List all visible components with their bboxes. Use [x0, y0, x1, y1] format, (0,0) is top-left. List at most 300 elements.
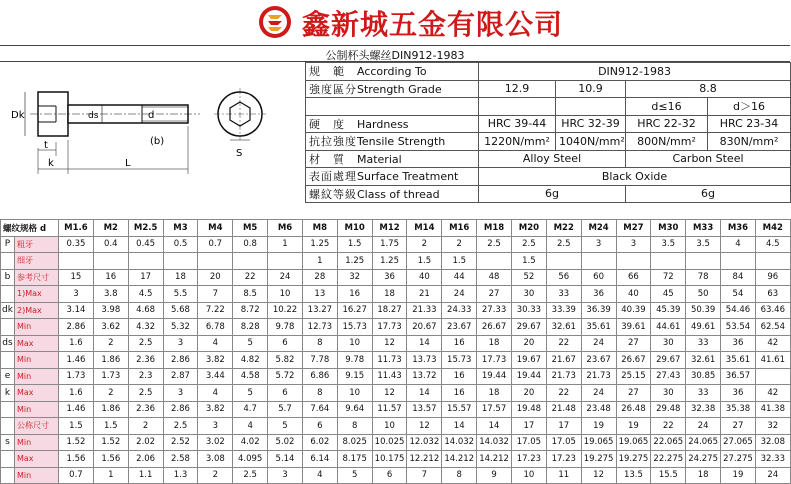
size-header: M42 [755, 220, 790, 237]
dimension-cell: 36 [721, 335, 756, 352]
dimension-cell: 4.32 [128, 319, 163, 336]
dimension-row [1, 401, 791, 418]
dimension-cell: 52 [511, 269, 546, 286]
dimension-cell: 1 [302, 253, 337, 270]
sub-label: 1)Max [15, 286, 59, 303]
dimension-cell: 2.3 [128, 368, 163, 385]
dimension-cell: 24 [686, 418, 721, 435]
dimension-row [1, 368, 791, 385]
dimension-cell: 1.5 [337, 236, 372, 253]
dimension-cell: 1.3 [163, 467, 198, 484]
dimension-cell: 0.7 [59, 467, 94, 484]
dimension-cell: 18 [477, 335, 512, 352]
dimension-cell: 20 [198, 269, 233, 286]
dimension-cell: 44 [442, 269, 477, 286]
dimension-cell: 20 [511, 385, 546, 402]
dimension-cell: 17.73 [477, 352, 512, 369]
dimension-cell: 5 [233, 385, 268, 402]
dimension-cell: 16.27 [337, 302, 372, 319]
group-label: k [1, 385, 15, 402]
dimension-row [1, 253, 791, 270]
dimension-cell: 3 [163, 335, 198, 352]
dimension-cell: 3 [581, 236, 616, 253]
dimension-cell: 7.64 [302, 401, 337, 418]
dimension-cell: 44.61 [651, 319, 686, 336]
size-header: M2 [93, 220, 128, 237]
dimension-cell: 3 [163, 385, 198, 402]
header [0, 0, 790, 44]
group-label [1, 467, 15, 484]
dimension-cell: 41.38 [755, 401, 790, 418]
dimension-cell: 5.32 [163, 319, 198, 336]
size-header: M2.5 [128, 220, 163, 237]
dimension-cell: 14.212 [477, 451, 512, 468]
spec-row-thread: 螺紋等級Class of thread 6g 6g [306, 185, 791, 203]
dimension-cell: 60 [581, 269, 616, 286]
dimension-cell: 1.5 [59, 418, 94, 435]
dimension-cell: 1.25 [337, 253, 372, 270]
dimension-cell: 96 [755, 269, 790, 286]
dimension-cell: 2.36 [128, 352, 163, 369]
dimension-cell: 17.23 [511, 451, 546, 468]
dimension-cell: 19.275 [581, 451, 616, 468]
dimension-cell: 27 [616, 335, 651, 352]
dimension-header-row [1, 220, 791, 237]
spec-row-surface: 表面處理Surface Treatment Black Oxide [306, 168, 791, 186]
dimension-cell: 4 [721, 236, 756, 253]
dimension-cell: 11.43 [372, 368, 407, 385]
dimension-cell: 19.44 [511, 368, 546, 385]
dimension-cell: 19 [721, 467, 756, 484]
dimension-cell [198, 253, 233, 270]
dimension-cell: 6 [372, 467, 407, 484]
dimension-cell: 2.52 [163, 434, 198, 451]
dimension-cell: 2 [407, 236, 442, 253]
dimension-cell: 30 [511, 286, 546, 303]
dimension-cell: 40 [407, 269, 442, 286]
dimension-cell: 1.25 [372, 253, 407, 270]
dimension-cell: 4.5 [128, 286, 163, 303]
dimension-cell: 2.5 [511, 236, 546, 253]
group-label [1, 286, 15, 303]
dimension-cell: 14 [407, 335, 442, 352]
dimension-cell: 4 [198, 335, 233, 352]
dimension-cell: 1.52 [93, 434, 128, 451]
size-header: M6 [268, 220, 303, 237]
dimension-cell: 3.62 [93, 319, 128, 336]
spec-row-tensile: 抗拉強度Tensile Strength 1220N/mm² 1040N/mm² 800N/mm² 830N/mm² [306, 133, 791, 151]
dimension-cell: 18 [163, 269, 198, 286]
size-header: M30 [651, 220, 686, 237]
group-label [1, 401, 15, 418]
dimension-cell: 13.57 [407, 401, 442, 418]
dimension-cell: 4 [198, 385, 233, 402]
dimension-row [1, 236, 791, 253]
dimension-cell: 19.065 [616, 434, 651, 451]
dimension-cell: 11.57 [372, 401, 407, 418]
dimension-cell: 5.82 [268, 352, 303, 369]
dimension-cell: 3.02 [198, 434, 233, 451]
dimension-cell: 5 [233, 335, 268, 352]
spec-table [305, 62, 791, 203]
dimension-cell: 3.08 [198, 451, 233, 468]
dimension-cell: 26.48 [616, 401, 651, 418]
dimension-cell: 8.72 [233, 302, 268, 319]
dimension-cell: 17.57 [477, 401, 512, 418]
group-label: s [1, 434, 15, 451]
dimension-cell: 35.61 [581, 319, 616, 336]
dimension-cell: 7 [407, 467, 442, 484]
size-header: M36 [721, 220, 756, 237]
product-title: 公制杯头螺丝DIN912-1983 [325, 49, 465, 62]
dimension-cell: 1.73 [93, 368, 128, 385]
dimension-cell: 12.73 [302, 319, 337, 336]
dimension-row [1, 335, 791, 352]
dimension-cell: 5.72 [268, 368, 303, 385]
dimension-cell: 9.64 [337, 401, 372, 418]
dimension-cell: 21.48 [546, 401, 581, 418]
b-label: (b) [150, 136, 165, 147]
dimension-cell: 8.5 [233, 286, 268, 303]
dimension-cell: 32.61 [546, 319, 581, 336]
dimension-cell: 32.61 [686, 352, 721, 369]
dimension-cell: 21.73 [581, 368, 616, 385]
dimension-cell: 72 [651, 269, 686, 286]
dimension-cell: 0.5 [163, 236, 198, 253]
group-label: b [1, 269, 15, 286]
dimension-cell: 5.02 [268, 434, 303, 451]
divider [0, 45, 790, 46]
dimension-cell: 15.73 [337, 319, 372, 336]
dimension-cell: 6 [302, 418, 337, 435]
dimension-cell: 4.5 [755, 236, 790, 253]
dimension-cell: 2.36 [128, 401, 163, 418]
size-header: M4 [198, 220, 233, 237]
dimension-cell: 2 [128, 418, 163, 435]
dimension-cell: 9 [477, 467, 512, 484]
dimension-cell: 24.065 [686, 434, 721, 451]
dimension-cell: 6.14 [302, 451, 337, 468]
sub-label: Min [15, 319, 59, 336]
dimension-cell: 9.78 [268, 319, 303, 336]
group-label [1, 352, 15, 369]
dimension-cell: 63.46 [755, 302, 790, 319]
dimension-cell: 2.5 [546, 236, 581, 253]
dimension-cell: 19.275 [616, 451, 651, 468]
dimension-cell: 12.032 [407, 434, 442, 451]
dimension-cell: 39.61 [616, 319, 651, 336]
dimension-cell: 3.82 [198, 352, 233, 369]
dimension-cell [128, 253, 163, 270]
dimension-cell: 10 [372, 418, 407, 435]
group-label [1, 253, 15, 270]
dimension-cell: 3 [198, 418, 233, 435]
dimension-cell: 24.33 [442, 302, 477, 319]
d-label: d [148, 110, 155, 121]
dimension-cell: 4 [302, 467, 337, 484]
dimension-cell: 54 [721, 286, 756, 303]
dimension-cell: 1.5 [511, 253, 546, 270]
dimension-cell: 14 [407, 385, 442, 402]
spec-row-standard: 规 範 According To DIN912-1983 [306, 63, 791, 81]
dimension-cell: 66 [616, 269, 651, 286]
dimension-cell: 13.73 [407, 352, 442, 369]
group-label: e [1, 368, 15, 385]
dimension-cell: 10.025 [372, 434, 407, 451]
spec-row-sub: d≤16 d＞16 [306, 98, 791, 116]
dimension-cell: 7.22 [198, 302, 233, 319]
dimension-cell: 36 [721, 385, 756, 402]
dimension-cell: 21.33 [407, 302, 442, 319]
dimension-cell: 20 [511, 335, 546, 352]
dimension-row [1, 319, 791, 336]
dimension-cell: 24 [755, 467, 790, 484]
s-label: S [236, 148, 243, 159]
dimension-row [1, 302, 791, 319]
dimension-cell: 11 [546, 467, 581, 484]
dimension-cell: 21.73 [546, 368, 581, 385]
dimension-cell: 3.82 [198, 401, 233, 418]
dimension-cell: 45.39 [651, 302, 686, 319]
dimension-cell: 2.5 [128, 335, 163, 352]
dimension-cell: 9.78 [337, 352, 372, 369]
dimension-cell: 32.08 [755, 434, 790, 451]
dimension-cell: 23.67 [442, 319, 477, 336]
dimension-cell: 32 [755, 418, 790, 435]
dimension-cell: 50 [686, 286, 721, 303]
dimension-cell: 17 [546, 418, 581, 435]
dimension-cell: 8 [442, 467, 477, 484]
dimension-cell: 1 [268, 236, 303, 253]
size-header: M12 [372, 220, 407, 237]
dimension-cell: 24.275 [686, 451, 721, 468]
size-header: M20 [511, 220, 546, 237]
dimension-cell: 27.275 [721, 451, 756, 468]
sub-label: Min [15, 434, 59, 451]
dimension-cell: 1 [93, 467, 128, 484]
dimension-cell: 1.1 [128, 467, 163, 484]
dimension-cell: 33.39 [546, 302, 581, 319]
dimension-cell: 29.67 [651, 352, 686, 369]
spec-row-material: 材 質 Material Alloy Steel Carbon Steel [306, 150, 791, 168]
dimension-cell: 1.46 [59, 401, 94, 418]
spec-row-grade: 強度區分Strength Grade 12.9 10.9 8.8 [306, 80, 791, 98]
dimension-cell: 1.6 [59, 385, 94, 402]
dimension-cell: 12.212 [407, 451, 442, 468]
dimension-cell [233, 253, 268, 270]
sub-label: 参考尺寸 [15, 269, 59, 286]
dimension-cell: 5 [337, 467, 372, 484]
dimension-cell: 17 [128, 269, 163, 286]
dimension-table [0, 219, 791, 484]
dimension-cell: 27 [616, 385, 651, 402]
dimension-cell: 21.67 [546, 352, 581, 369]
dimension-cell: 2.86 [163, 401, 198, 418]
dimension-cell: 8 [302, 335, 337, 352]
dimension-cell: 10.175 [372, 451, 407, 468]
dimension-cell: 6.02 [302, 434, 337, 451]
dimension-row [1, 451, 791, 468]
dimension-cell: 9.15 [337, 368, 372, 385]
dimension-cell: 15.73 [442, 352, 477, 369]
dimension-cell: 4.095 [233, 451, 268, 468]
dimension-cell: 10.22 [268, 302, 303, 319]
dimension-cell: 2 [442, 236, 477, 253]
dimension-row [1, 418, 791, 435]
dimension-cell: 29.48 [651, 401, 686, 418]
dimension-cell: 4.58 [233, 368, 268, 385]
dimension-cell: 24 [442, 286, 477, 303]
dimension-cell: 78 [686, 269, 721, 286]
dimension-cell: 16 [93, 269, 128, 286]
size-header: M22 [546, 220, 581, 237]
dimension-cell: 42 [755, 335, 790, 352]
dimension-cell: 27 [721, 418, 756, 435]
dimension-cell [546, 253, 581, 270]
sub-label: Max [15, 335, 59, 352]
dimension-cell: 1.86 [93, 352, 128, 369]
dimension-cell: 33 [686, 385, 721, 402]
dimension-row [1, 352, 791, 369]
dimension-cell: 2.5 [163, 418, 198, 435]
dimension-cell: 22 [233, 269, 268, 286]
dimension-cell: 4.68 [128, 302, 163, 319]
thread-spec-label: 螺纹规格 d [1, 220, 59, 237]
dimension-cell [651, 253, 686, 270]
sub-label: Max [15, 385, 59, 402]
dimension-cell: 14.212 [442, 451, 477, 468]
dimension-cell: 3 [616, 236, 651, 253]
dimension-cell: 3.5 [686, 236, 721, 253]
dimension-cell: 27.065 [721, 434, 756, 451]
dimension-cell: 5.5 [163, 286, 198, 303]
dimension-cell [59, 253, 94, 270]
dk-label: Dk [11, 110, 25, 121]
dimension-cell [477, 253, 512, 270]
dimension-cell: 36 [372, 269, 407, 286]
dimension-cell: 5.68 [163, 302, 198, 319]
dimension-cell: 12 [581, 467, 616, 484]
dimension-cell: 19.44 [477, 368, 512, 385]
dimension-cell: 5 [268, 418, 303, 435]
sub-label: Min [15, 401, 59, 418]
size-header: M33 [686, 220, 721, 237]
dimension-cell: 7 [198, 286, 233, 303]
dimension-cell [163, 253, 198, 270]
dimension-cell: 23.48 [581, 401, 616, 418]
dimension-cell: 12 [372, 335, 407, 352]
dimension-cell: 19.67 [511, 352, 546, 369]
dimension-cell: 30.85 [686, 368, 721, 385]
dimension-cell: 19.065 [581, 434, 616, 451]
dimension-cell: 2.5 [233, 467, 268, 484]
group-label: P [1, 236, 15, 253]
dimension-cell: 24 [268, 269, 303, 286]
dimension-cell: 32.38 [686, 401, 721, 418]
size-header: M16 [442, 220, 477, 237]
dimension-cell: 8.175 [337, 451, 372, 468]
dimension-cell: 16 [442, 368, 477, 385]
sub-label: Max [15, 451, 59, 468]
dimension-cell: 54.46 [721, 302, 756, 319]
dimension-cell: 15.5 [651, 467, 686, 484]
dimension-cell: 33 [546, 286, 581, 303]
size-header: M3 [163, 220, 198, 237]
dimension-cell [93, 253, 128, 270]
dimension-cell [581, 253, 616, 270]
dimension-cell: 3.5 [651, 236, 686, 253]
dimension-cell: 4.82 [233, 352, 268, 369]
dimension-cell: 56 [546, 269, 581, 286]
dimension-cell [616, 253, 651, 270]
dimension-cell: 3 [268, 467, 303, 484]
company-logo-icon [258, 5, 292, 39]
dimension-cell: 35.38 [721, 401, 756, 418]
l-label: L [125, 158, 131, 169]
dimension-cell: 48 [477, 269, 512, 286]
dimension-cell: 18 [477, 385, 512, 402]
k-label: k [48, 158, 54, 169]
dimension-cell: 3.8 [93, 286, 128, 303]
sub-label: Min [15, 368, 59, 385]
sub-label: 2)Max [15, 302, 59, 319]
group-label: dk [1, 302, 15, 319]
dimension-cell: 22.275 [651, 451, 686, 468]
dimension-cell: 16 [337, 286, 372, 303]
dimension-cell: 1.5 [407, 253, 442, 270]
dimension-cell: 27.43 [651, 368, 686, 385]
dimension-cell: 17.23 [546, 451, 581, 468]
dimension-cell: 6.86 [302, 368, 337, 385]
ds-label: ds [88, 111, 99, 121]
dimension-cell: 21 [407, 286, 442, 303]
dimension-cell: 62.54 [755, 319, 790, 336]
dimension-cell: 26.67 [616, 352, 651, 369]
dimension-cell: 36 [581, 286, 616, 303]
dimension-cell: 28 [302, 269, 337, 286]
dimension-cell: 0.35 [59, 236, 94, 253]
dimension-cell: 8 [337, 418, 372, 435]
dimension-cell: 4 [233, 418, 268, 435]
dimension-cell: 6.78 [198, 319, 233, 336]
size-header: M1.6 [59, 220, 94, 237]
dimension-cell: 0.7 [198, 236, 233, 253]
dimension-cell: 2 [93, 385, 128, 402]
dimension-cell: 24 [581, 335, 616, 352]
dimension-cell: 1.5 [442, 253, 477, 270]
dimension-cell: 19 [581, 418, 616, 435]
dimension-cell: 6 [268, 385, 303, 402]
spec-row-hardness: 硬 度 Hardness HRC 39-44 HRC 32-39 HRC 22-32 HRC 23-34 [306, 115, 791, 133]
dimension-row [1, 269, 791, 286]
dimension-cell: 11.73 [372, 352, 407, 369]
sub-label: 公称尺寸 [15, 418, 59, 435]
dimension-cell: 2 [198, 467, 233, 484]
dimension-cell: 1.75 [372, 236, 407, 253]
dimension-cell: 12 [372, 385, 407, 402]
dimension-cell: 2.86 [163, 352, 198, 369]
dimension-cell: 12 [407, 418, 442, 435]
dimension-cell: 2.87 [163, 368, 198, 385]
dimension-cell: 3.14 [59, 302, 94, 319]
dimension-cell: 10 [337, 385, 372, 402]
dimension-cell: 15 [59, 269, 94, 286]
dimension-cell: 41.61 [755, 352, 790, 369]
dimension-cell: 16 [442, 385, 477, 402]
bolt-drawing [0, 62, 305, 202]
sub-label: Min [15, 467, 59, 484]
size-header: M10 [337, 220, 372, 237]
